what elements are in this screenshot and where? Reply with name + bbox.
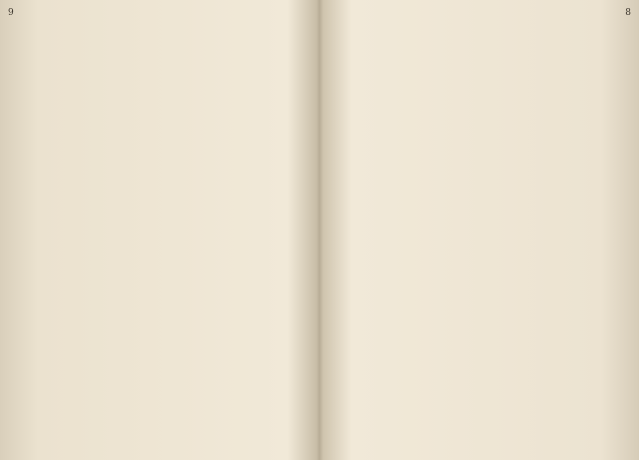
left-text-block [30, 30, 298, 440]
left-page-number: 9 [8, 8, 14, 18]
right-text-block [342, 30, 612, 440]
right-page-number: 8 [625, 8, 631, 18]
left-page [0, 0, 319, 460]
right-page [320, 0, 639, 460]
